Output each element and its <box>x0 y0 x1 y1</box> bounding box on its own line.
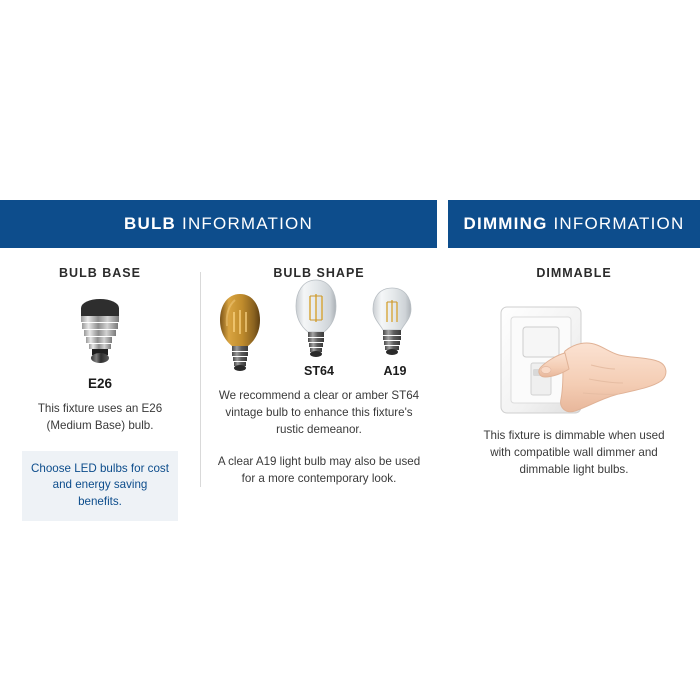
bulb-base-column <box>0 266 200 521</box>
dimming-body <box>448 248 700 478</box>
dimmable-title: DIMMABLE <box>536 266 612 280</box>
bulb-shape-paragraph-2: A clear A19 light bulb may also be used for a more contemporary look. <box>217 455 421 486</box>
bulb-shape-title: BULB SHAPE <box>273 266 365 280</box>
clear-a19-caption: A19 <box>383 364 407 378</box>
dimming-information-panel <box>448 200 700 500</box>
bulb-shape-paragraph-1: We recommend a clear or amber ST64 vintage bulb to enhance this fixture's rustic demeanor. <box>218 389 420 436</box>
dimming-information-header <box>448 200 700 248</box>
bulb-shape-column <box>201 266 437 521</box>
e26-base-svg <box>65 296 135 368</box>
dimmable-description: This fixture is dimmable when used with compatible wall dimmer and dimmable light bulbs. <box>483 429 665 476</box>
bulb-header-strong: BULB <box>124 214 177 233</box>
led-savings-note: Choose LED bulbs for cost and energy saving benefits. <box>22 451 178 521</box>
bulb-information-header <box>0 200 437 248</box>
dimming-header-strong: DIMMING <box>463 214 548 233</box>
clear-st64-caption: ST64 <box>304 364 334 378</box>
clear-a19-bulb-illustration <box>365 276 425 378</box>
panel-separator <box>437 200 448 500</box>
clear-a19-svg <box>365 276 419 360</box>
bulb-base-description: This fixture uses an E26 (Medium Base) bulb. <box>37 402 163 432</box>
bulb-body <box>0 248 437 521</box>
hand-adjusting-wall-dimmer-switch <box>448 294 700 422</box>
clear-st64-svg <box>289 276 343 360</box>
bulb-information-panel <box>0 200 437 509</box>
dimming-header-light: INFORMATION <box>553 214 685 233</box>
bulb-header-light: INFORMATION <box>182 214 313 233</box>
dimmer-switch-svg <box>479 295 669 421</box>
amber-st64-svg <box>213 290 267 374</box>
bulb-shape-row <box>213 294 425 378</box>
bulb-base-label: E26 <box>87 376 113 391</box>
clear-st64-bulb-illustration <box>289 276 349 378</box>
panels-container <box>0 200 700 509</box>
amber-st64-bulb-illustration <box>213 290 273 378</box>
bulb-base-title: BULB BASE <box>59 266 141 280</box>
e26-bulb-base-illustration <box>16 294 184 368</box>
